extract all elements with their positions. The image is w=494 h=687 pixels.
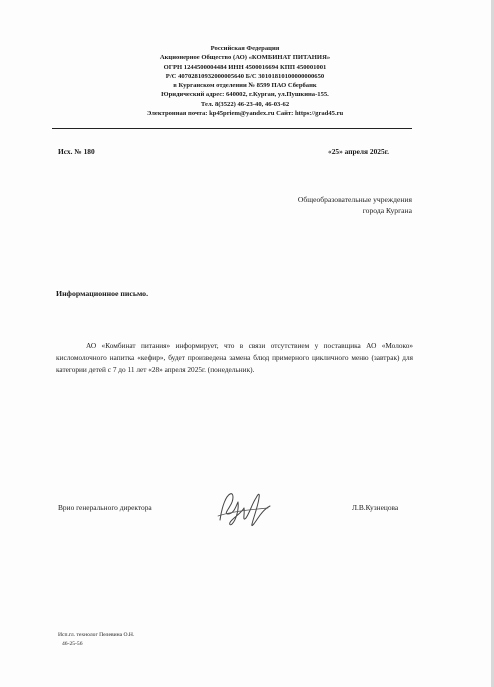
letterhead <box>40 44 450 118</box>
letterhead-bank-accounts: Р/С 40702810932000005640 Б/С 30101810100000000650 <box>165 72 325 80</box>
recipient-line-1: Общеобразовательные учреждения <box>297 195 412 204</box>
letterhead-divider <box>52 128 412 129</box>
letterhead-phone: Тел. 8(3522) 46-23-40, 46-03-62 <box>200 100 290 108</box>
executor-footer <box>58 631 134 649</box>
letterhead-company: Акционерное Общество (АО) «КОМБИНАТ ПИТАНИЯ» <box>159 54 331 62</box>
signatory-name: Л.В.Кузнецова <box>352 503 399 512</box>
outgoing-number: Исх. № 180 <box>58 147 95 156</box>
recipient-line-2: города Кургана <box>362 206 412 215</box>
recipient-block <box>298 194 412 216</box>
letterhead-country: Российская Федерация <box>210 45 280 52</box>
letterhead-bank: в Курганском отделении № 8599 ПАО Сбербанк <box>173 82 317 90</box>
letter-title: Информационное письмо. <box>56 289 149 298</box>
letter-body <box>56 340 413 375</box>
letterhead-address: Юридический адрес: 640002, г.Курган, ул.Пушкина-155. <box>161 91 329 99</box>
handwritten-signature <box>212 486 276 532</box>
letter-body-text: АО «Комбинат питания» информирует, что в связи отсутствием у поставщика АО «Молоко» кисломолочного напитка «кефир», будет произведена замена блюд примерного цикличного меню (завтрак) для категории детей с 7 до 11 лет «28» апреля 2025г. (понедельник). <box>56 341 413 374</box>
letterhead-contacts: Электронная почта: kp45priem@yandex.ru Сайт: https://grad45.ru <box>146 110 344 118</box>
executor-name: Исп.гл. технолог Пелевина О.Н. <box>58 632 135 638</box>
letterhead-registration: ОГРН 1244500004484 ИНН 4500016694 КПП 450001001 <box>163 63 327 71</box>
signatory-position: Врио генерального директора <box>58 503 152 512</box>
executor-phone: 46-25-56 <box>62 641 83 647</box>
letter-date: «25» апреля 2025г. <box>328 147 390 156</box>
